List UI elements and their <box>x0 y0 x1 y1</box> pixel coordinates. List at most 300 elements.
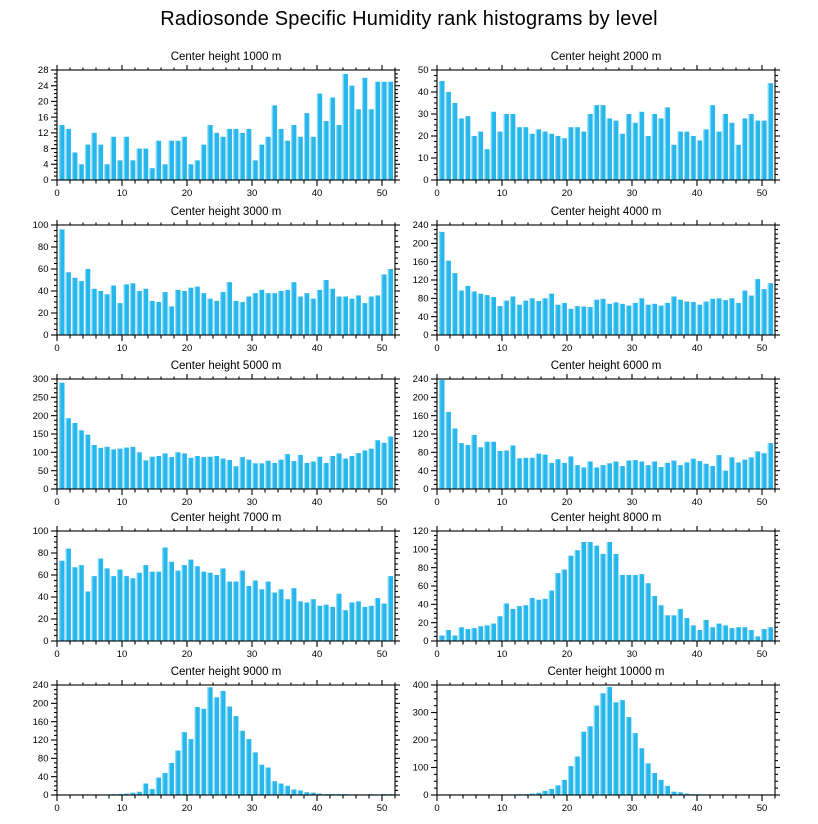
bar-highlight <box>182 291 183 335</box>
bar-highlight <box>504 451 505 490</box>
bar-highlight <box>356 601 357 641</box>
bar-highlight <box>156 302 157 335</box>
bar-highlight <box>665 786 666 795</box>
bar-highlight <box>658 467 659 489</box>
bars-group <box>59 383 393 489</box>
bar-highlight <box>130 160 131 180</box>
bar-highlight <box>452 636 453 642</box>
bar-highlight <box>607 463 608 489</box>
bar-highlight <box>104 568 105 641</box>
bar-highlight <box>375 440 376 489</box>
bar-highlight <box>233 129 234 180</box>
bar-highlight <box>549 463 550 489</box>
bar-highlight <box>227 460 228 489</box>
y-tick-label: 100 <box>412 544 429 556</box>
bar-highlight <box>66 549 67 641</box>
bar-highlight <box>349 456 350 489</box>
bar-highlight <box>710 299 711 335</box>
bar-highlight <box>504 114 505 180</box>
bar-highlight <box>536 600 537 641</box>
bar-highlight <box>227 129 228 180</box>
bar-highlight <box>265 461 266 489</box>
bar-highlight <box>761 121 762 180</box>
x-tick-label: 40 <box>311 343 323 354</box>
x-tick-label: 40 <box>691 343 703 354</box>
bar-highlight <box>645 583 646 641</box>
bar-highlight <box>768 83 769 180</box>
bar-highlight <box>111 286 112 336</box>
x-tick-label: 30 <box>626 649 638 660</box>
bar-highlight <box>755 451 756 489</box>
plot-frame <box>57 685 395 795</box>
bar-highlight <box>111 137 112 180</box>
y-tick-label: 0 <box>423 330 429 342</box>
bar-highlight <box>59 125 60 180</box>
bar-highlight <box>98 291 99 335</box>
x-tick-label: 10 <box>116 343 128 354</box>
x-tick-label: 20 <box>561 343 573 354</box>
bar-highlight <box>504 603 505 641</box>
bar-highlight <box>124 576 125 641</box>
bar-highlight <box>620 466 621 489</box>
bar-highlight <box>117 303 118 335</box>
x-tick-label: 0 <box>54 649 60 660</box>
bar-highlight <box>137 573 138 641</box>
y-tick-label: 50 <box>417 65 429 77</box>
x-tick-label: 30 <box>246 497 258 508</box>
bar-highlight <box>304 603 305 642</box>
x-tick-label: 30 <box>246 188 258 199</box>
plot-frame <box>437 531 775 641</box>
bar-highlight <box>149 301 150 335</box>
bar-highlight <box>220 568 221 641</box>
bar-highlight <box>716 455 717 489</box>
bar-highlight <box>349 299 350 335</box>
bar-highlight <box>304 113 305 180</box>
bar-highlight <box>98 559 99 642</box>
bar-highlight <box>703 464 704 489</box>
bar-highlight <box>182 453 183 489</box>
bar-highlight <box>59 229 60 335</box>
bar-highlight <box>220 691 221 795</box>
bar-highlight <box>736 145 737 180</box>
x-tick-label: 10 <box>496 803 508 814</box>
bar-highlight <box>574 465 575 489</box>
y-tick-label: 12 <box>37 128 49 140</box>
bar-highlight <box>362 451 363 490</box>
bar-highlight <box>240 457 241 489</box>
y-tick-label: 60 <box>37 570 49 582</box>
bar-highlight <box>607 304 608 335</box>
bar-highlight <box>549 294 550 335</box>
bar-highlight <box>510 114 511 180</box>
y-tick-label: 0 <box>43 484 49 496</box>
bar-highlight <box>716 624 717 641</box>
x-tick-label: 50 <box>376 803 388 814</box>
bar-highlight <box>143 784 144 795</box>
bar-highlight <box>214 301 215 335</box>
bar-highlight <box>736 462 737 489</box>
bar-highlight <box>484 149 485 180</box>
bar-highlight <box>298 455 299 489</box>
bar-highlight <box>761 453 762 489</box>
x-tick-label: 0 <box>434 803 440 814</box>
bar-highlight <box>291 588 292 641</box>
x-tick-label: 20 <box>181 649 193 660</box>
x-tick-label: 10 <box>496 343 508 354</box>
bar-highlight <box>149 168 150 180</box>
bar-highlight <box>620 304 621 335</box>
bar-highlight <box>690 136 691 180</box>
y-tick-label: 40 <box>417 465 429 477</box>
subplot-center-height-6000-m <box>390 355 790 509</box>
bar-highlight <box>613 462 614 490</box>
y-tick-label: 0 <box>43 330 49 342</box>
bar-highlight <box>298 601 299 641</box>
bar-highlight <box>162 164 163 180</box>
bar-highlight <box>568 456 569 489</box>
bar-highlight <box>310 462 311 490</box>
bar-highlight <box>555 136 556 180</box>
bar-highlight <box>574 306 575 335</box>
bar-highlight <box>336 297 337 336</box>
bar-highlight <box>439 232 440 335</box>
bar-highlight <box>207 687 208 795</box>
bar-highlight <box>143 149 144 180</box>
bar-highlight <box>207 457 208 489</box>
y-tick-label: 80 <box>417 293 429 305</box>
y-tick-label: 100 <box>32 447 49 459</box>
y-tick-label: 160 <box>412 256 429 268</box>
bar-highlight <box>652 773 653 795</box>
subplot-title: Center height 5000 m <box>170 360 282 372</box>
bar-highlight <box>298 297 299 336</box>
bar-highlight <box>562 780 563 795</box>
subplot-center-height-10000-m <box>390 661 790 815</box>
bar-highlight <box>381 443 382 489</box>
bar-highlight <box>755 279 756 335</box>
bar-highlight <box>716 298 717 335</box>
bars-group <box>439 81 773 180</box>
x-tick-label: 0 <box>434 649 440 660</box>
subplot-title: Center height 6000 m <box>550 360 662 372</box>
bar-highlight <box>175 290 176 335</box>
bar-highlight <box>388 269 389 335</box>
bar-highlight <box>169 562 170 641</box>
bar-highlight <box>684 302 685 335</box>
bar-highlight <box>188 288 189 335</box>
bar-highlight <box>568 556 569 641</box>
x-tick-label: 0 <box>434 343 440 354</box>
bar-highlight <box>194 287 195 335</box>
bar-highlight <box>529 598 530 641</box>
bar-highlight <box>555 573 556 641</box>
y-tick-label: 40 <box>37 592 49 604</box>
y-tick-label: 240 <box>412 220 429 232</box>
x-tick-label: 40 <box>311 803 323 814</box>
bar-highlight <box>298 137 299 180</box>
bar-highlight <box>214 133 215 180</box>
bar-highlight <box>562 463 563 489</box>
bar-highlight <box>581 467 582 489</box>
y-tick-label: 40 <box>37 771 49 783</box>
bar-highlight <box>594 105 595 180</box>
y-tick-label: 200 <box>412 238 429 250</box>
bar-highlight <box>748 457 749 489</box>
bar-highlight <box>207 573 208 641</box>
y-tick-label: 40 <box>417 87 429 99</box>
y-tick-label: 200 <box>32 698 49 710</box>
bar-highlight <box>169 141 170 180</box>
x-tick-label: 0 <box>54 343 60 354</box>
bar-highlight <box>323 463 324 489</box>
bar-highlight <box>214 456 215 489</box>
bar-highlight <box>240 133 241 180</box>
bar-highlight <box>555 459 556 489</box>
bar-highlight <box>549 789 550 795</box>
chart-title: Radiosonde Specific Humidity rank histograms by level <box>160 8 658 30</box>
subplot-title: Center height 4000 m <box>550 206 662 218</box>
bar-highlight <box>748 114 749 180</box>
bar-highlight <box>652 114 653 180</box>
bar-highlight <box>446 630 447 641</box>
bar-highlight <box>317 94 318 180</box>
bar-highlight <box>240 302 241 335</box>
bar-highlight <box>149 572 150 641</box>
bar-highlight <box>227 582 228 641</box>
x-tick-label: 30 <box>246 649 258 660</box>
bar-highlight <box>594 706 595 795</box>
x-tick-label: 20 <box>561 803 573 814</box>
bar-highlight <box>259 145 260 180</box>
y-tick-label: 50 <box>37 465 49 477</box>
bar-highlight <box>697 305 698 335</box>
y-tick-label: 160 <box>32 716 49 728</box>
bar-highlight <box>652 596 653 641</box>
subplot-title: Center height 10000 m <box>547 666 665 678</box>
bar-highlight <box>723 471 724 489</box>
y-tick-label: 20 <box>37 308 49 320</box>
bar-highlight <box>98 145 99 180</box>
bar-highlight <box>723 625 724 641</box>
bar-highlight <box>246 586 247 641</box>
bar-highlight <box>639 462 640 490</box>
bar-highlight <box>607 118 608 180</box>
bar-highlight <box>723 300 724 335</box>
bar-highlight <box>549 591 550 641</box>
bar-highlight <box>568 309 569 335</box>
bar-highlight <box>587 114 588 180</box>
bar-highlight <box>626 114 627 180</box>
bar-highlight <box>368 109 369 180</box>
bar-highlight <box>703 620 704 641</box>
bar-highlight <box>79 430 80 489</box>
bar-highlight <box>697 140 698 180</box>
bar-highlight <box>343 74 344 180</box>
bar-highlight <box>330 98 331 181</box>
x-tick-label: 50 <box>376 497 388 508</box>
bar-highlight <box>523 458 524 489</box>
y-tick-label: 80 <box>37 753 49 765</box>
bar-highlight <box>529 134 530 180</box>
bar-highlight <box>459 291 460 335</box>
bar-highlight <box>658 306 659 335</box>
bar-highlight <box>156 141 157 180</box>
bar-highlight <box>285 599 286 641</box>
bar-highlight <box>310 599 311 641</box>
bar-highlight <box>246 460 247 489</box>
bar-highlight <box>381 275 382 336</box>
y-tick-label: 100 <box>32 526 49 538</box>
y-tick-label: 240 <box>32 680 49 692</box>
bar-highlight <box>291 282 292 335</box>
bar-highlight <box>143 565 144 641</box>
bar-highlight <box>626 461 627 489</box>
y-tick-label: 20 <box>417 131 429 143</box>
subplot-center-height-7000-m <box>10 507 410 661</box>
bar-highlight <box>742 118 743 180</box>
x-tick-label: 30 <box>626 188 638 199</box>
subplot-center-height-4000-m <box>390 201 790 355</box>
bar-highlight <box>291 790 292 796</box>
bar-highlight <box>768 627 769 641</box>
bar-highlight <box>194 566 195 641</box>
y-tick-label: 240 <box>412 374 429 386</box>
bar-highlight <box>549 134 550 180</box>
bar-highlight <box>446 92 447 180</box>
bar-highlight <box>330 289 331 335</box>
y-tick-label: 20 <box>37 96 49 108</box>
bar-highlight <box>600 554 601 641</box>
bar-highlight <box>671 461 672 489</box>
bar-highlight <box>471 136 472 180</box>
bar-highlight <box>510 297 511 336</box>
x-tick-label: 10 <box>116 649 128 660</box>
y-tick-label: 0 <box>423 636 429 648</box>
bar-highlight <box>446 261 447 335</box>
y-tick-label: 250 <box>32 392 49 404</box>
subplot-title: Center height 8000 m <box>550 512 662 524</box>
bar-highlight <box>91 445 92 489</box>
bar-highlight <box>233 466 234 489</box>
x-tick-label: 50 <box>376 649 388 660</box>
bar-highlight <box>594 300 595 335</box>
y-tick-label: 120 <box>32 735 49 747</box>
bar-highlight <box>465 286 466 335</box>
y-tick-label: 60 <box>417 581 429 593</box>
bar-highlight <box>620 575 621 641</box>
bar-highlight <box>117 570 118 642</box>
bar-highlight <box>748 296 749 335</box>
bars-group <box>59 229 393 335</box>
bar-highlight <box>175 141 176 180</box>
y-tick-label: 100 <box>412 762 429 774</box>
bar-highlight <box>600 105 601 180</box>
bar-highlight <box>684 132 685 180</box>
bar-highlight <box>175 452 176 489</box>
y-tick-label: 30 <box>417 109 429 121</box>
y-tick-label: 80 <box>37 242 49 254</box>
bar-highlight <box>111 449 112 489</box>
bar-highlight <box>220 137 221 180</box>
y-tick-label: 120 <box>412 526 429 538</box>
bar-highlight <box>587 542 588 641</box>
bar-highlight <box>240 571 241 641</box>
bar-highlight <box>323 605 324 641</box>
bar-highlight <box>111 576 112 641</box>
bar-highlight <box>130 283 131 335</box>
bar-highlight <box>645 763 646 795</box>
x-tick-label: 30 <box>246 803 258 814</box>
bar-highlight <box>137 149 138 180</box>
bar-highlight <box>156 456 157 489</box>
bar-highlight <box>72 278 73 335</box>
bar-highlight <box>356 109 357 180</box>
x-tick-label: 30 <box>626 803 638 814</box>
bar-highlight <box>478 132 479 180</box>
y-tick-label: 80 <box>417 562 429 574</box>
bar-highlight <box>336 125 337 180</box>
bar-highlight <box>587 462 588 490</box>
bar-highlight <box>562 138 563 180</box>
bar-highlight <box>368 606 369 641</box>
bar-highlight <box>471 291 472 335</box>
bar-highlight <box>201 145 202 180</box>
bar-highlight <box>143 289 144 335</box>
bar-highlight <box>265 768 266 796</box>
bar-highlight <box>388 437 389 489</box>
y-tick-label: 0 <box>43 636 49 648</box>
bar-highlight <box>632 733 633 795</box>
x-tick-label: 0 <box>54 188 60 199</box>
bar-highlight <box>690 459 691 489</box>
bar-highlight <box>517 127 518 180</box>
bar-highlight <box>684 618 685 641</box>
bar-highlight <box>755 636 756 641</box>
bar-highlight <box>620 134 621 180</box>
bar-highlight <box>671 615 672 641</box>
bar-highlight <box>613 302 614 335</box>
bar-highlight <box>143 460 144 489</box>
bar-highlight <box>162 292 163 335</box>
bar-highlight <box>581 732 582 795</box>
bar-highlight <box>517 606 518 641</box>
y-tick-label: 120 <box>412 429 429 441</box>
bar-highlight <box>207 299 208 335</box>
subplot-center-height-2000-m <box>390 46 790 200</box>
bar-highlight <box>471 435 472 489</box>
bar-highlight <box>690 625 691 641</box>
bar-highlight <box>162 453 163 489</box>
subplot-center-height-8000-m <box>390 507 790 661</box>
subplot-title: Center height 9000 m <box>170 666 282 678</box>
y-tick-label: 20 <box>417 617 429 629</box>
y-tick-label: 300 <box>412 707 429 719</box>
x-tick-label: 50 <box>756 803 768 814</box>
bar-highlight <box>98 448 99 489</box>
bar-highlight <box>343 297 344 336</box>
bar-highlight <box>613 702 614 795</box>
bars-group <box>439 687 773 795</box>
y-tick-label: 8 <box>43 143 49 155</box>
bar-highlight <box>542 298 543 335</box>
bar-highlight <box>240 731 241 795</box>
bar-highlight <box>356 295 357 335</box>
bar-highlight <box>665 107 666 180</box>
x-tick-label: 10 <box>496 497 508 508</box>
bars-group <box>59 74 393 180</box>
bar-highlight <box>716 132 717 180</box>
